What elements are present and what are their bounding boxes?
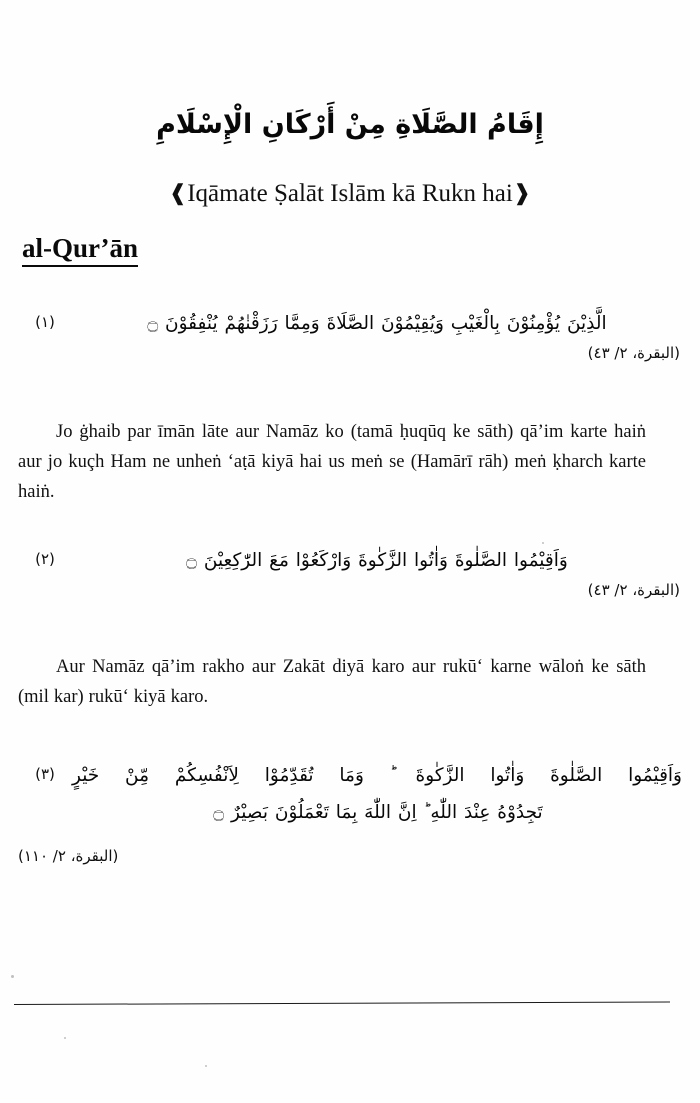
verse-arabic-3-line1: وَاَقِيْمُوا الصَّلٰوةَ وَاٰتُوا الزَّكٰوةَ ؕ وَمَا تُقَدِّمُوْا لِاَنْفُسِكُمْ مِّنْ خَيْرٍ	[72, 765, 682, 786]
page-title-transliteration	[0, 178, 700, 211]
ornament-bracket-open-icon: ❰	[168, 180, 188, 205]
verse-translation-1: Jo ġhaib par īmān lāte aur Namāz ko (tamā ḥuqūq ke sāth) qā’im karte haiṅ aur jo kuçh Ham ne unheṅ ‘aṭā kiyā hai us meṅ se (Hamārī rāh) meṅ ḳharch karte haiṅ.	[18, 422, 646, 502]
verse-citation-1: (البقرة، ٢/ ٤٣)	[587, 344, 680, 362]
scan-speck	[542, 542, 544, 544]
scan-speck	[11, 975, 14, 978]
verse-block-1	[18, 305, 682, 362]
verse-arabic-1: الَّذِيْنَ يُؤْمِنُوْنَ بِالْغَيْبِ وَيُقِيْمُوْنَ الصَّلَاةَ وَمِمَّا رَزَقْنٰهُمْ يُنْفِقُوْنَ ۝	[147, 313, 607, 334]
verse-block-3	[18, 757, 682, 865]
scan-speck	[205, 1065, 207, 1067]
footer-divider	[14, 1001, 670, 1005]
verse-citation-3: (البقرة، ٢/ ١١٠)	[18, 847, 119, 865]
verse-number-1: (١)	[35, 313, 55, 331]
verse-translation-2: Aur Namāz qā’im rakho aur Zakāt diyā karo aur rukū‘ karne wāloṅ ke sāth (mil kar) rukū‘ kiyā karo.	[18, 657, 646, 707]
verse-number-3: (٣)	[35, 765, 55, 783]
verse-block-2	[18, 542, 682, 599]
verse-row	[18, 542, 682, 579]
page-title-transliteration-text: Iqāmate Ṣalāt Islām kā Rukn hai	[187, 180, 513, 207]
page-title-arabic: إِقَامُ الصَّلَاةِ مِنْ أَرْكَانِ الْإِسْلَامِ	[156, 109, 544, 140]
section-heading-al-quran: al-Qur’ān	[22, 233, 138, 267]
verse-number-2: (٢)	[35, 550, 55, 568]
verse-row	[18, 757, 682, 794]
scan-speck	[64, 1037, 66, 1039]
verse-arabic-2: وَاَقِيْمُوا الصَّلٰوةَ وَاٰتُوا الزَّكٰوةَ وَارْكَعُوْا مَعَ الرّٰكِعِيْنَ ۝	[186, 550, 568, 571]
verse-row	[18, 305, 682, 342]
ornament-bracket-close-icon: ❱	[512, 180, 532, 205]
verse-arabic-3-line2: تَجِدُوْهُ عِنْدَ اللّٰهِ ؕ اِنَّ اللّٰهَ بِمَا تَعْمَلُوْنَ بَصِيْرٌ ۝	[213, 802, 543, 823]
verse-citation-2: (البقرة، ٢/ ٤٣)	[587, 581, 680, 599]
